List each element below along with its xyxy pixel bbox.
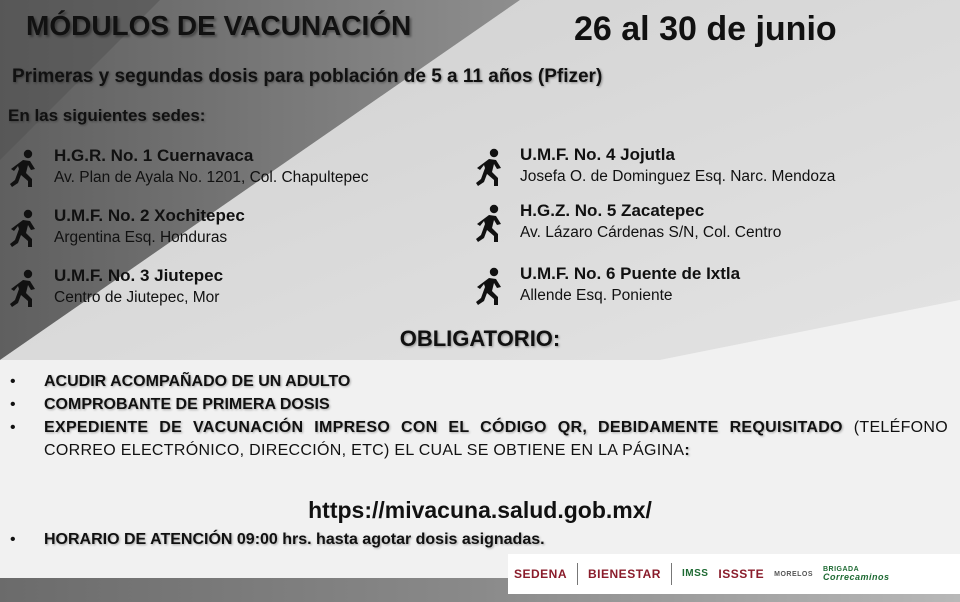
site-umf-2 (6, 205, 245, 249)
page-title: MÓDULOS DE VACUNACIÓN (26, 10, 412, 41)
site-umf-4 (472, 144, 835, 188)
bullet: • (10, 531, 16, 548)
requirement-text: HORARIO DE ATENCIÓN 09:00 hrs. hasta agotar dosis asignadas. (44, 531, 545, 548)
list-item (10, 370, 948, 393)
bullet: • (10, 396, 16, 413)
walking-person-icon (6, 209, 40, 249)
site-umf-6 (472, 263, 740, 307)
site-name: H.G.Z. No. 5 Zacatepec (520, 201, 705, 220)
site-hgz-5 (472, 200, 781, 244)
morelos-logo: MORELOS (774, 570, 813, 578)
site-name: U.M.F. No. 3 Jiutepec (54, 266, 224, 285)
bullet: • (10, 419, 16, 436)
subtitle: Primeras y segundas dosis para población de 5 a 11 años (Pfizer) (12, 66, 603, 87)
list-item (10, 528, 948, 551)
site-address: Centro de Jiutepec, Mor (54, 289, 220, 306)
walking-person-icon (6, 269, 40, 309)
brigada-correcaminos-logo: BRIGADA Correcaminos (823, 566, 890, 582)
sedena-logo: SEDENA (514, 567, 568, 581)
requirement-detail: (TELÉFONO CORREO ELECTRÓNICO, DIRECCIÓN, ETC) EL CUAL SE OBTIENE EN LA PÁGINA (44, 419, 949, 459)
site-address: Josefa O. de Dominguez Esq. Narc. Mendoza (520, 168, 836, 185)
institution-logos (508, 554, 960, 594)
vaccine-website-link[interactable]: https://mivacuna.salud.gob.mx/ (308, 497, 652, 523)
divider (577, 563, 578, 585)
site-name: U.M.F. No. 4 Jojutla (520, 145, 675, 164)
requirement-text: ACUDIR ACOMPAÑADO DE UN ADULTO (44, 373, 351, 390)
bullet: • (10, 373, 16, 390)
date-range: 26 al 30 de junio (574, 10, 837, 48)
requirement-text: EXPEDIENTE DE VACUNACIÓN IMPRESO CON EL CÓDIGO QR, DEBIDAMENTE REQUISITADO (44, 419, 843, 436)
requirements-list-hours (10, 528, 948, 551)
walking-person-icon (472, 267, 506, 307)
site-address: Argentina Esq. Honduras (54, 229, 228, 246)
bienestar-logo: BIENESTAR (588, 567, 661, 581)
walking-person-icon (472, 204, 506, 244)
divider (671, 563, 672, 585)
requirements-list (10, 370, 948, 462)
list-item (10, 393, 948, 416)
site-name: U.M.F. No. 6 Puente de Ixtla (520, 264, 741, 283)
site-umf-3 (6, 265, 223, 309)
walking-person-icon (472, 148, 506, 188)
walking-person-icon (6, 149, 40, 189)
site-address: Av. Plan de Ayala No. 1201, Col. Chapultepec (54, 169, 369, 186)
site-name: H.G.R. No. 1 Cuernavaca (54, 146, 254, 165)
site-address: Allende Esq. Poniente (520, 287, 673, 304)
requirement-colon: : (684, 442, 691, 459)
sedes-label: En las siguientes sedes: (8, 106, 206, 125)
requirement-text: COMPROBANTE DE PRIMERA DOSIS (44, 396, 330, 413)
list-item (10, 416, 948, 462)
site-name: U.M.F. No. 2 Xochitepec (54, 206, 245, 225)
issste-logo: ISSSTE (718, 567, 765, 581)
requirements-heading: OBLIGATORIO: (399, 326, 561, 351)
site-hgr-1 (6, 145, 369, 189)
site-address: Av. Lázaro Cárdenas S/N, Col. Centro (520, 224, 782, 241)
imss-logo: IMSS (681, 568, 709, 579)
